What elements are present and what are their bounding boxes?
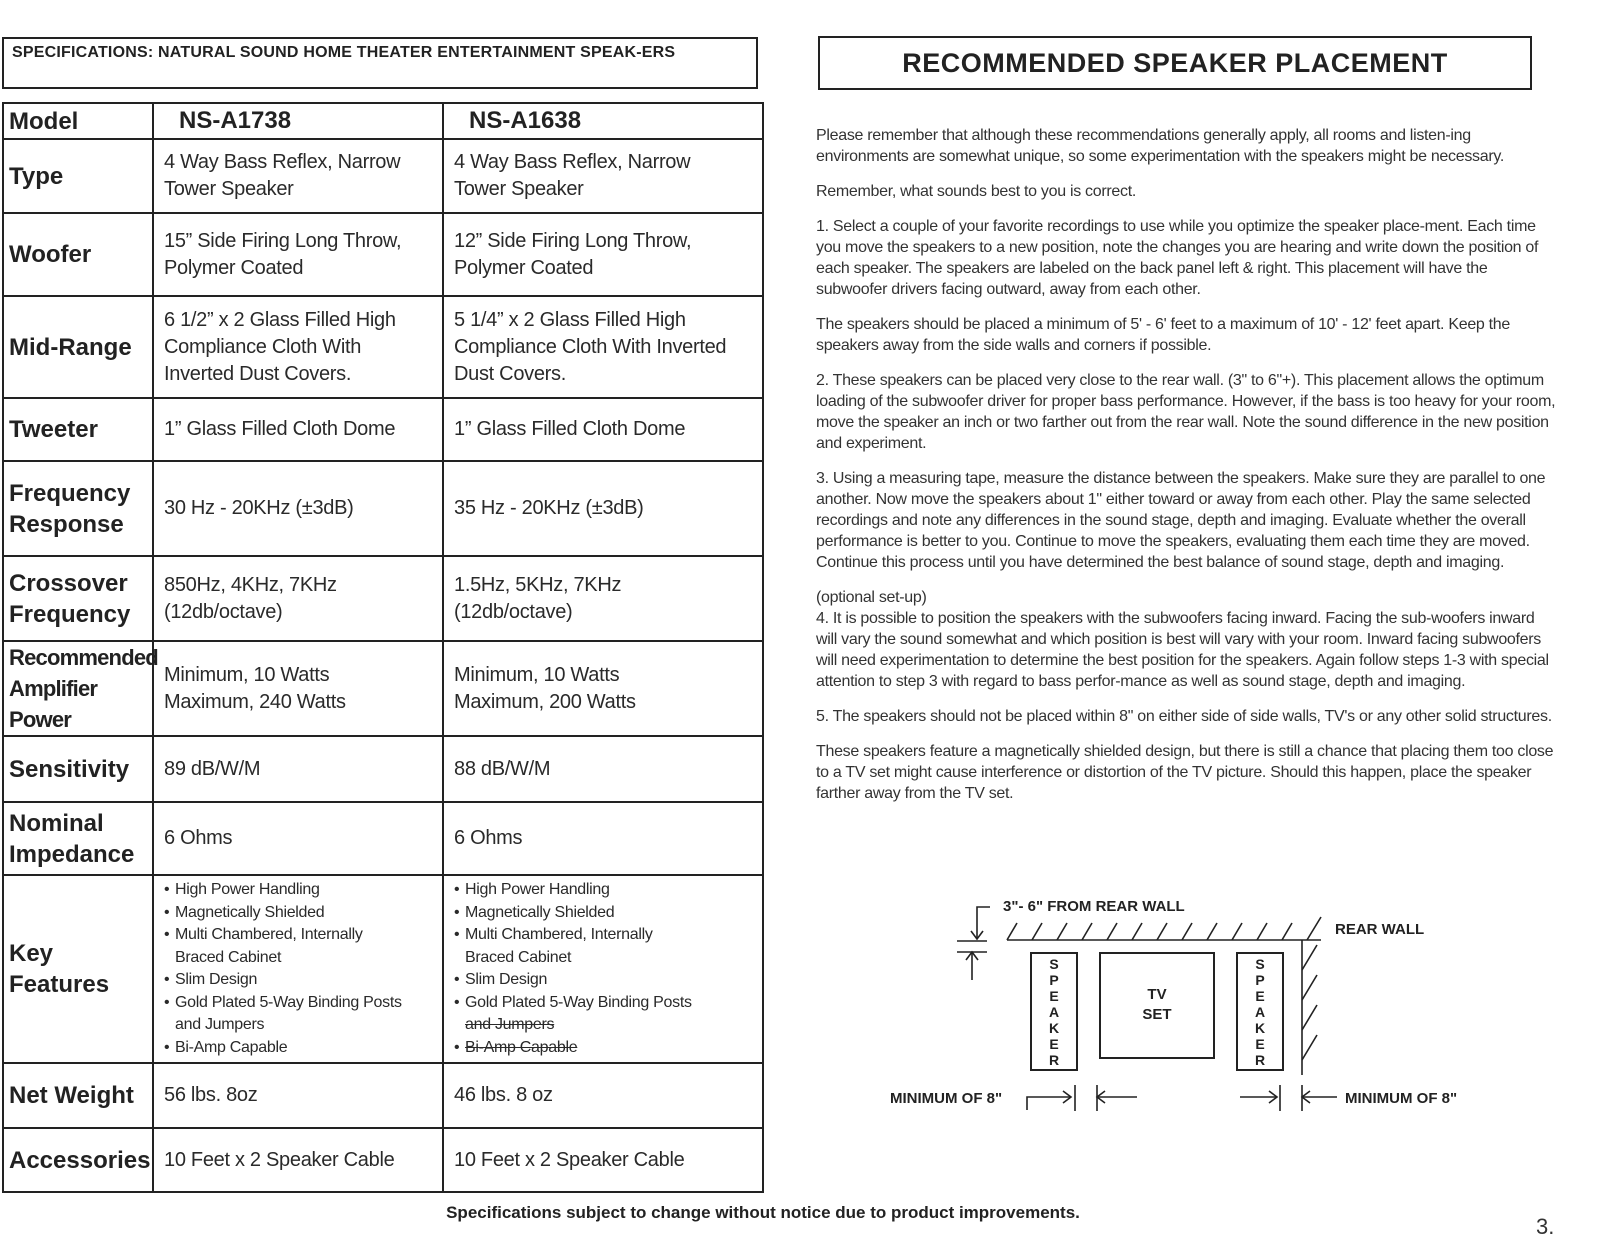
value-a: 15” Side Firing Long Throw, Polymer Coated <box>153 213 443 296</box>
spec-row-weight <box>3 1063 763 1128</box>
paragraph: 1. Select a couple of your favorite recordings to use while you optimize the speaker place-ment. Each time you move the speakers to a new position, note the changes you are hearing and write down the position of each speaker. The speakers are labeled on the back panel left & right. This placement will have the subwoofer drivers facing outward, away from each other. <box>816 218 1539 298</box>
placement-text <box>816 125 1558 818</box>
struck-text: and Jumpers <box>465 1016 555 1033</box>
spec-row-type <box>3 139 763 213</box>
speaker-placement-diagram <box>890 898 1510 1145</box>
paragraph: 3. Using a measuring tape, measure the distance between the speakers. Make sure they are parallel to one another. Now move the speakers about 1" either toward or away from each other. Play the same selected recordings and note any differences in the sound stage, depth and imaging. Evaluate whether the overall performance is better to you. Continue to move the speakers, evaluating them each time they are moved. Continue this process until you have determined the best balance of sound stage, depth and imaging. <box>816 470 1546 571</box>
list-item: • Slim Design <box>164 969 434 992</box>
speaker-letter: E <box>1049 988 1059 1004</box>
row-label: Accessories <box>3 1128 153 1192</box>
feature-list <box>454 879 754 1059</box>
value-a <box>153 875 443 1063</box>
spec-row-crossover <box>3 556 763 641</box>
spec-row-sensitivity <box>3 736 763 802</box>
speaker-letter: K <box>1048 1020 1060 1036</box>
value-b <box>443 875 763 1063</box>
row-label: Crossover Frequency <box>3 556 153 641</box>
list-item: • High Power Handling <box>454 879 754 902</box>
page-number: 3. <box>1536 1214 1555 1239</box>
speaker-letter: E <box>1255 1036 1265 1052</box>
paragraph: The speakers should be placed a minimum of 5' - 6' feet to a maximum of 10' - 12' feet apart. Keep the speakers away from the side walls and corners if possible. <box>816 316 1511 354</box>
speaker-letter: R <box>1048 1052 1060 1068</box>
row-label: Key Features <box>3 875 153 1063</box>
row-label: Type <box>3 139 153 213</box>
spec-row-midrange <box>3 296 763 398</box>
minimum-distance-arrows <box>1027 1085 1337 1111</box>
value-b: 46 lbs. 8 oz <box>443 1063 763 1128</box>
row-label: Frequency Response <box>3 461 153 556</box>
rear-wall-label: REAR WALL <box>1335 921 1425 938</box>
list-item: • Multi Chambered, Internally Braced Cabinet <box>454 924 754 969</box>
value-b: 1” Glass Filled Cloth Dome <box>443 398 763 461</box>
struck-text: Bi-Amp Capable <box>465 1038 578 1056</box>
list-item: • Gold Plated 5-Way Binding Posts and Jumpers <box>164 992 434 1037</box>
row-label: Sensitivity <box>3 736 153 802</box>
minimum-right-label: MINIMUM OF 8" <box>1345 1090 1458 1107</box>
value-a: 850Hz, 4KHz, 7KHz (12db/octave) <box>153 556 443 641</box>
spec-row-frequency <box>3 461 763 556</box>
tv-label-line1: TV <box>1147 986 1167 1003</box>
paragraph: 5. The speakers should not be placed within 8" on either side of side walls, TV's or any other solid structures. <box>816 708 1552 725</box>
value-b: 35 Hz - 20KHz (±3dB) <box>443 461 763 556</box>
row-label: Mid-Range <box>3 296 153 398</box>
rear-wall-hatch <box>1007 917 1321 940</box>
speaker-letter: P <box>1255 972 1265 988</box>
value-b: Minimum, 10 Watts Maximum, 200 Watts <box>443 641 763 736</box>
speaker-letter: R <box>1254 1052 1266 1068</box>
speaker-letter: K <box>1254 1020 1266 1036</box>
model-a: NS-A1738 <box>153 103 443 139</box>
spec-row-features <box>3 875 763 1063</box>
value-a: 30 Hz - 20KHz (±3dB) <box>153 461 443 556</box>
value-b: 88 dB/W/M <box>443 736 763 802</box>
distance-marker <box>957 907 990 980</box>
spec-row-tweeter <box>3 398 763 461</box>
list-item: • Gold Plated 5-Way Binding Posts and Jumpers <box>454 992 754 1037</box>
speaker-letter: S <box>1255 956 1265 972</box>
list-item: • High Power Handling <box>164 879 434 902</box>
value-a: 56 lbs. 8oz <box>153 1063 443 1128</box>
speaker-letter: A <box>1254 1004 1266 1020</box>
list-item: • Magnetically Shielded <box>454 902 754 925</box>
model-label: Model <box>3 103 153 139</box>
spec-footer-note: Specifications subject to change without notice due to product improvements. <box>446 1203 1080 1222</box>
spec-table <box>2 102 764 1193</box>
row-label: Nominal Impedance <box>3 802 153 875</box>
value-a: 6 1/2” x 2 Glass Filled High Compliance Cloth With Inverted Dust Covers. <box>153 296 443 398</box>
value-b: 6 Ohms <box>443 802 763 875</box>
spec-row-model <box>3 103 763 139</box>
list-item: • Slim Design <box>454 969 754 992</box>
paragraph: These speakers feature a magnetically shielded design, but there is still a chance that placing them too close to a TV set might cause interference or distortion of the TV picture. Should this happen, place the speaker farther away from the TV set. <box>816 743 1554 802</box>
tv-label-line2: SET <box>1142 1006 1172 1023</box>
speaker-letter: E <box>1255 988 1265 1004</box>
paragraph: Remember, what sounds best to you is correct. <box>816 183 1136 200</box>
value-a: 4 Way Bass Reflex, Narrow Tower Speaker <box>153 139 443 213</box>
list-item: • Bi-Amp Capable <box>164 1037 434 1060</box>
list-item: • Magnetically Shielded <box>164 902 434 925</box>
minimum-left-label: MINIMUM OF 8" <box>890 1090 1003 1107</box>
value-a: Minimum, 10 Watts Maximum, 240 Watts <box>153 641 443 736</box>
value-a: 89 dB/W/M <box>153 736 443 802</box>
paragraph: 2. These speakers can be placed very close to the rear wall. (3" to 6"+). This placement allows the optimum loading of the subwoofer driver for proper bass performance. However, if the bass is too heavy for your room, move the speaker an inch or two farther out from the rear wall. Note the sound difference in the new position and experiment. <box>816 372 1556 452</box>
value-a: 1” Glass Filled Cloth Dome <box>153 398 443 461</box>
list-item <box>454 1037 754 1060</box>
paragraph: 4. It is possible to position the speakers with the subwoofers facing inward. Facing the sub-woofers inward will vary the sound somewhat and which position is best will vary with your room. Inward facing subwoofers will need experimentation to determine the best position for the speakers. Again follow steps 1-3 with special attention to step 3 with regard to bass perfor-mance as well as sound stage, depth and imaging. <box>816 610 1549 690</box>
value-b: 4 Way Bass Reflex, Narrow Tower Speaker <box>443 139 763 213</box>
spec-header: SPECIFICATIONS: NATURAL SOUND HOME THEATER ENTERTAINMENT SPEAK-ERS <box>2 37 758 89</box>
placement-title: RECOMMENDED SPEAKER PLACEMENT <box>818 36 1532 90</box>
speaker-letter: S <box>1049 956 1059 972</box>
value-b: 5 1/4” x 2 Glass Filled High Compliance Cloth With Inverted Dust Covers. <box>443 296 763 398</box>
spec-row-impedance <box>3 802 763 875</box>
spec-row-amplifier <box>3 641 763 736</box>
value-b: 1.5Hz, 5KHz, 7KHz (12db/octave) <box>443 556 763 641</box>
row-label: Woofer <box>3 213 153 296</box>
row-label: Recommended Amplifier Power <box>3 641 153 736</box>
feature-list <box>164 879 434 1059</box>
speaker-letter: P <box>1049 972 1059 988</box>
value-a: 10 Feet x 2 Speaker Cable <box>153 1128 443 1192</box>
row-label: Net Weight <box>3 1063 153 1128</box>
model-b: NS-A1638 <box>443 103 763 139</box>
value-a: 6 Ohms <box>153 802 443 875</box>
row-label: Tweeter <box>3 398 153 461</box>
speaker-letter: E <box>1049 1036 1059 1052</box>
rear-wall-distance-label: 3"- 6" FROM REAR WALL <box>1003 898 1185 915</box>
speaker-letter: A <box>1048 1004 1060 1020</box>
paragraph: (optional set-up) <box>816 589 927 606</box>
spec-row-accessories <box>3 1128 763 1192</box>
value-b: 10 Feet x 2 Speaker Cable <box>443 1128 763 1192</box>
side-wall-hatch <box>1302 940 1317 1075</box>
paragraph: Please remember that although these recommendations generally apply, all rooms and listen-ing environments are somewhat unique, so some experimentation with the speakers might be necessary. <box>816 127 1505 165</box>
list-item: • Multi Chambered, Internally Braced Cabinet <box>164 924 434 969</box>
spec-row-woofer <box>3 213 763 296</box>
value-b: 12” Side Firing Long Throw, Polymer Coated <box>443 213 763 296</box>
